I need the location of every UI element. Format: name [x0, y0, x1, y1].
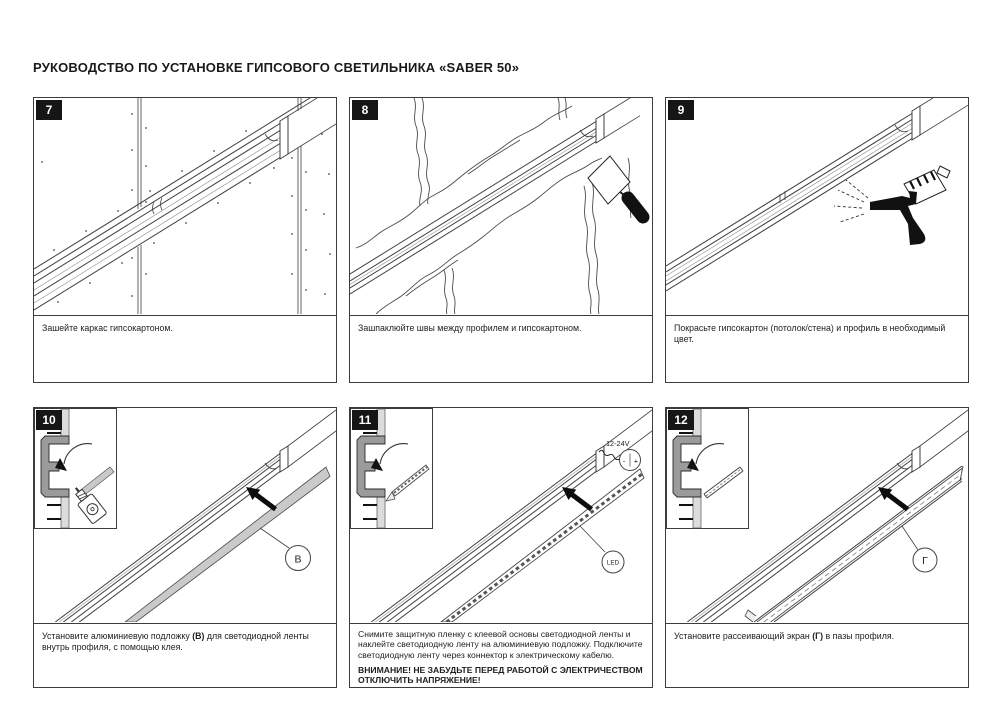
step-8-illustration: [350, 98, 652, 316]
step-12-caption: Установите рассеивающий экран (Г) в пазы профиля.: [674, 631, 895, 641]
step-11-caption: Снимите защитную пленку с клеевой основы светодиодной ленты и наклейте светодиодную ленту на алюминиевую подложку. Подключите светодиодную ленту через коннектор к электрическому кабелю. ВНИМАНИЕ! НЕ ЗАБУДЬТЕ ПЕРЕД РАБОТОЙ С ЭЛЕКТРИЧЕСТВОМ ОТКЛЮЧИТЬ НАПРЯЖЕНИЕ!: [358, 629, 643, 686]
insert-arrow-icon: [874, 482, 911, 515]
step-11-illustration: [350, 408, 652, 624]
svg-text:Г: Г: [922, 555, 928, 567]
panel-step-12: [665, 407, 969, 688]
diffuser-screen: [745, 466, 963, 622]
profile-channel: [34, 98, 336, 310]
putty-outlines: [356, 106, 602, 314]
step-8-caption: Зашпаклюйте швы между профилем и гипсокартоном.: [358, 323, 582, 333]
panel-step-7: [33, 97, 337, 383]
voltage-label: 12-24V: [606, 439, 630, 448]
svg-text:-: -: [622, 456, 626, 466]
panel-step-9: [665, 97, 969, 383]
step-7-caption: Зашейте каркас гипсокартоном.: [42, 323, 173, 333]
svg-text:В: В: [294, 553, 302, 566]
step-10-illustration: [34, 408, 336, 624]
putty-knife-icon: [588, 156, 643, 217]
diffuser-end-detail: [745, 610, 756, 622]
step-7-drawing: [34, 98, 336, 314]
step-12-drawing: [666, 408, 968, 622]
warning-text: ВНИМАНИЕ! НЕ ЗАБУДЬТЕ ПЕРЕД РАБОТОЙ С ЭЛЕКТРИЧЕСТВОМ ОТКЛЮЧИТЬ НАПРЯЖЕНИЕ!: [358, 664, 643, 686]
gypsum-seams: [138, 98, 301, 314]
step-11-drawing: [350, 408, 652, 622]
callout-led: [580, 526, 624, 573]
callout-g: [902, 526, 937, 572]
step-10-drawing: [34, 408, 336, 622]
callout-b: [260, 528, 311, 571]
step-9-illustration: [666, 98, 968, 316]
led-strip: [441, 469, 644, 622]
step-9-number-badge: 9: [668, 100, 694, 120]
step-12-illustration: [666, 408, 968, 624]
spray-gun-icon: [834, 166, 950, 245]
panel-step-11: [349, 407, 653, 688]
step-10-number-badge: 10: [36, 410, 62, 430]
panel-step-8: [349, 97, 653, 383]
step-9-caption: Покрасьте гипсокартон (потолок/стена) и профиль в необходимый цвет.: [674, 323, 946, 344]
step-9-drawing: [666, 98, 968, 314]
step-7-illustration: [34, 98, 336, 316]
step-8-number-badge: 8: [352, 100, 378, 120]
step-11-number-badge: 11: [352, 410, 378, 430]
profile-channel: [350, 98, 640, 294]
insert-arrow-icon: [558, 482, 595, 515]
step-10-caption: Установите алюминиевую подложку (В) для светодиодной ленты внутрь профиля, с помощью клея.: [42, 631, 309, 652]
step-8-drawing: [350, 98, 652, 314]
step-12-number-badge: 12: [668, 410, 694, 430]
svg-text:+: +: [633, 456, 639, 466]
step-7-number-badge: 7: [36, 100, 62, 120]
aluminum-backing-strip: [125, 467, 330, 622]
panel-step-10: [33, 407, 337, 688]
svg-text:LED: LED: [606, 559, 620, 567]
page-title: РУКОВОДСТВО ПО УСТАНОВКЕ ГИПСОВОГО СВЕТИЛЬНИКА «SABER 50»: [33, 60, 520, 75]
insert-arrow-icon: [242, 482, 279, 515]
